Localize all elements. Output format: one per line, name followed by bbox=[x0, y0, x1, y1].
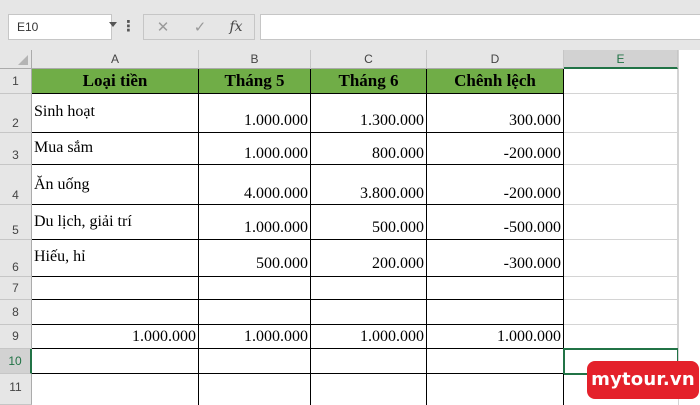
row-header-6[interactable]: 6 bbox=[0, 240, 32, 277]
cell-d4[interactable]: -200.000 bbox=[427, 165, 564, 205]
cell-b3[interactable]: 1.000.000 bbox=[199, 133, 311, 165]
formula-buttons bbox=[143, 14, 255, 40]
row-header-3[interactable]: 3 bbox=[0, 133, 32, 165]
column-header-b[interactable]: B bbox=[199, 50, 311, 69]
grid-right-edge bbox=[678, 50, 700, 405]
cell-c2[interactable]: 1.300.000 bbox=[311, 94, 427, 133]
chevron-down-icon[interactable] bbox=[109, 22, 117, 27]
row-header-7[interactable]: 7 bbox=[0, 277, 32, 300]
cell-e6[interactable] bbox=[564, 240, 678, 277]
header-cell-thang-6[interactable]: Tháng 6 bbox=[311, 69, 427, 94]
column-header-e[interactable]: E bbox=[564, 50, 678, 69]
row-header-10[interactable]: 10 bbox=[0, 349, 32, 374]
column-header-c[interactable]: C bbox=[311, 50, 427, 69]
cell-a3[interactable]: Mua sắm bbox=[32, 133, 199, 165]
row-header-9[interactable]: 9 bbox=[0, 325, 32, 349]
cell-d8[interactable] bbox=[427, 300, 564, 325]
mytour-logo: mytour.vn bbox=[587, 361, 699, 399]
cell-c4[interactable]: 3.800.000 bbox=[311, 165, 427, 205]
cell-d9[interactable]: 1.000.000 bbox=[427, 325, 564, 349]
cell-d11[interactable] bbox=[427, 374, 564, 405]
column-header-a[interactable]: A bbox=[32, 50, 199, 69]
row-header-5[interactable]: 5 bbox=[0, 205, 32, 240]
row-header-8[interactable]: 8 bbox=[0, 300, 32, 325]
cell-d7[interactable] bbox=[427, 277, 564, 300]
cell-e3[interactable] bbox=[564, 133, 678, 165]
cell-b9[interactable]: 1.000.000 bbox=[199, 325, 311, 349]
cell-a9[interactable]: 1.000.000 bbox=[32, 325, 199, 349]
cell-c8[interactable] bbox=[311, 300, 427, 325]
cancel-icon[interactable]: ✕ bbox=[156, 18, 170, 36]
cell-d2[interactable]: 300.000 bbox=[427, 94, 564, 133]
cell-a10[interactable] bbox=[32, 349, 199, 374]
header-cell-chenh-lech[interactable]: Chênh lệch bbox=[427, 69, 564, 94]
cell-d3[interactable]: -200.000 bbox=[427, 133, 564, 165]
name-box-value: E10 bbox=[17, 20, 39, 34]
formula-input[interactable] bbox=[260, 14, 700, 40]
cell-c5[interactable]: 500.000 bbox=[311, 205, 427, 240]
cell-a5[interactable]: Du lịch, giải trí bbox=[32, 205, 199, 240]
cell-a8[interactable] bbox=[32, 300, 199, 325]
column-header-d[interactable]: D bbox=[427, 50, 564, 69]
row-header-4[interactable]: 4 bbox=[0, 165, 32, 205]
cell-e9[interactable] bbox=[564, 325, 678, 349]
cell-e5[interactable] bbox=[564, 205, 678, 240]
header-cell-loai-tien[interactable]: Loại tiền bbox=[32, 69, 199, 94]
formula-bar bbox=[0, 0, 700, 50]
cell-b8[interactable] bbox=[199, 300, 311, 325]
cell-c9[interactable]: 1.000.000 bbox=[311, 325, 427, 349]
cell-e2[interactable] bbox=[564, 94, 678, 133]
cell-e4[interactable] bbox=[564, 165, 678, 205]
cell-c6[interactable]: 200.000 bbox=[311, 240, 427, 277]
cell-a6[interactable]: Hiếu, hỉ bbox=[32, 240, 199, 277]
row-header-2[interactable]: 2 bbox=[0, 94, 32, 133]
cell-c3[interactable]: 800.000 bbox=[311, 133, 427, 165]
cell-b6[interactable]: 500.000 bbox=[199, 240, 311, 277]
cell-c10[interactable] bbox=[311, 349, 427, 374]
cell-a2[interactable]: Sinh hoạt bbox=[32, 94, 199, 133]
cell-b4[interactable]: 4.000.000 bbox=[199, 165, 311, 205]
name-box[interactable] bbox=[8, 14, 112, 40]
insert-function-icon[interactable]: fx bbox=[229, 19, 243, 35]
cell-e7[interactable] bbox=[564, 277, 678, 300]
cell-e1[interactable] bbox=[564, 69, 678, 94]
cell-a7[interactable] bbox=[32, 277, 199, 300]
select-all-button[interactable] bbox=[0, 50, 32, 69]
cell-a4[interactable]: Ăn uống bbox=[32, 165, 199, 205]
cell-c7[interactable] bbox=[311, 277, 427, 300]
cell-d6[interactable]: -300.000 bbox=[427, 240, 564, 277]
row-header-11[interactable]: 11 bbox=[0, 374, 32, 405]
cell-c11[interactable] bbox=[311, 374, 427, 405]
cell-e8[interactable] bbox=[564, 300, 678, 325]
enter-icon[interactable]: ✓ bbox=[193, 18, 207, 36]
header-cell-thang-5[interactable]: Tháng 5 bbox=[199, 69, 311, 94]
row-header-1[interactable]: 1 bbox=[0, 69, 32, 94]
cell-b7[interactable] bbox=[199, 277, 311, 300]
cell-b10[interactable] bbox=[199, 349, 311, 374]
cell-b5[interactable]: 1.000.000 bbox=[199, 205, 311, 240]
select-all-icon bbox=[18, 55, 28, 65]
cell-d5[interactable]: -500.000 bbox=[427, 205, 564, 240]
cell-a11[interactable] bbox=[32, 374, 199, 405]
more-options-icon[interactable]: ⋮ bbox=[121, 17, 136, 35]
cell-d10[interactable] bbox=[427, 349, 564, 374]
cell-b2[interactable]: 1.000.000 bbox=[199, 94, 311, 133]
cell-b11[interactable] bbox=[199, 374, 311, 405]
